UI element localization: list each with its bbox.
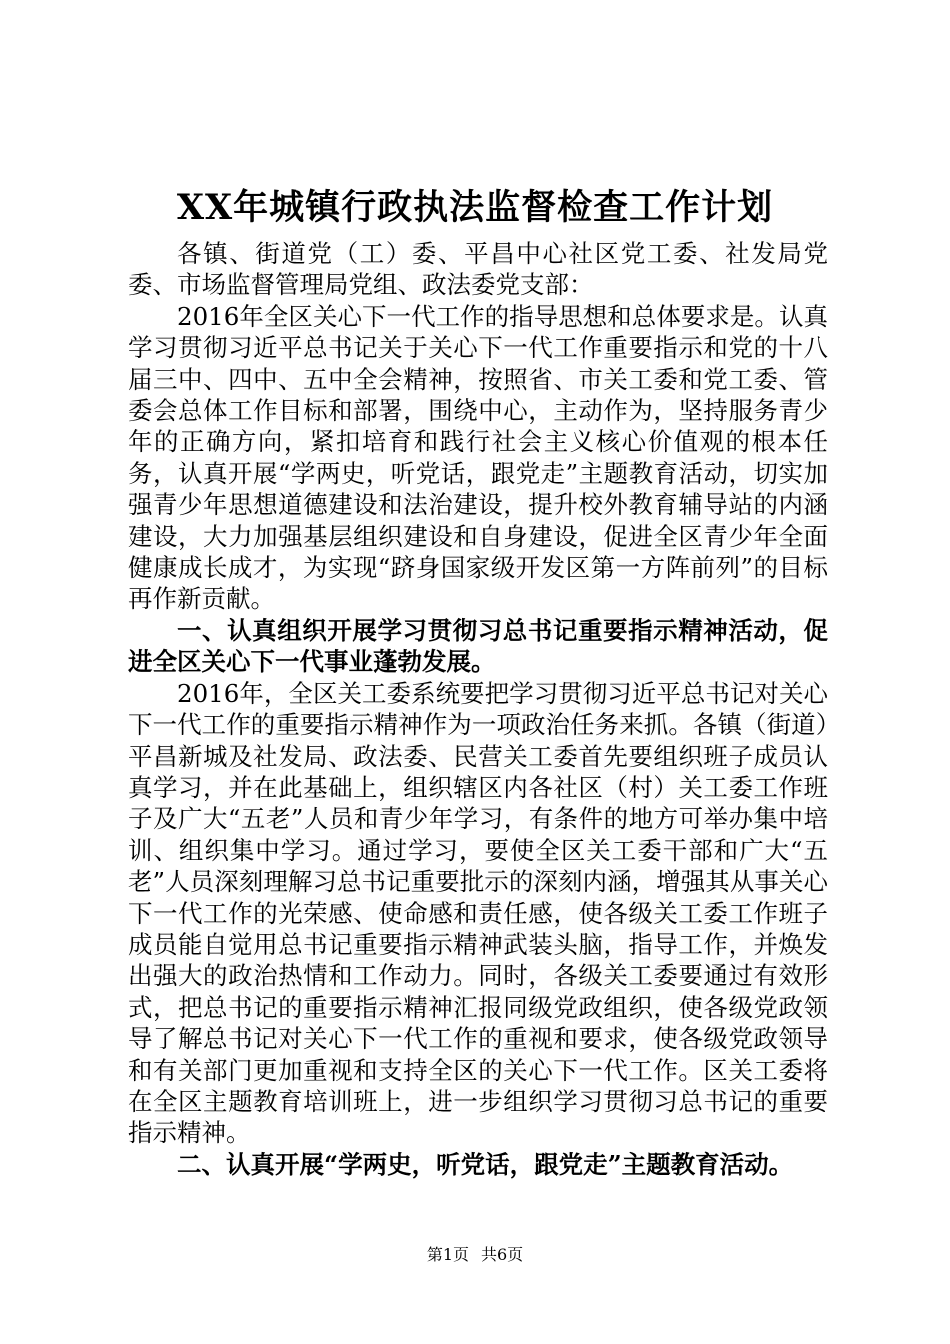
page-footer bbox=[0, 1244, 950, 1266]
body-paragraph: 2016年，全区关工委系统要把学习贯彻习近平总书记对关心下一代工作的重要指示精神作为一项政治任务来抓。各镇（街道）平昌新城及社发局、政法委、民营关工委首先要组织班子成员认真学习，并在此基础上，组织辖区内各社区（村）关工委工作班子及广大“五老”人员和青少年学习，有条件的地方可举办集中培训、组织集中学习。通过学习，要使全区关工委干部和广大“五老”人员深刻理解习总书记重要批示的深刻内涵，增强其从事关心下一代工作的光荣感、使命感和责任感，使各级关工委工作班子成员能自觉用总书记重要指示精神武装头脑，指导工作，并焕发出强大的政治热情和工作动力。同时，各级关工委要通过有效形式，把总书记的重要指示精神汇报同级党政组织，使各级党政领导了解总书记对关心下一代工作的重视和要求，使各级党政领导和有关部门更加重视和支持全区的关心下一代工作。区关工委将在全区主题教育培训班上，进一步组织学习贯彻习总书记的重要指示精神。 bbox=[128, 678, 828, 1148]
document-body bbox=[128, 238, 828, 1180]
section-heading: 一、认真组织开展学习贯彻习总书记重要指示精神活动，促进全区关心下一代事业蓬勃发展。 bbox=[128, 615, 828, 677]
document-title: XX年城镇行政执法监督检查工作计划 bbox=[176, 187, 774, 228]
salutation-paragraph: 各镇、街道党（工）委、平昌中心社区党工委、社发局党委、市场监督管理局党组、政法委党支部： bbox=[128, 239, 828, 300]
body-paragraph: 2016年全区关心下一代工作的指导思想和总体要求是。认真学习贯彻习近平总书记关于关心下一代工作重要指示和党的十八届三中、四中、五中全会精神，按照省、市关工委和党工委、管委会总体工作目标和部署，围绕中心，主动作为，坚持服务青少年的正确方向，紧扣培育和践行社会主义核心价值观的根本任务，认真开展“学两史，听党话，跟党走”主题教育活动，切实加强青少年思想道德建设和法治建设，提升校外教育辅导站的内涵建设，大力加强基层组织建设和自身建设，促进全区青少年全面健康成长成才，为实现“跻身国家级开发区第一方阵前列”的目标再作新贡献。 bbox=[128, 301, 828, 614]
page-number: 第1页 bbox=[426, 1245, 469, 1264]
page-total: 共6页 bbox=[481, 1245, 524, 1264]
section-heading: 二、认真开展“学两史，听党话，跟党走”主题教育活动。 bbox=[177, 1149, 794, 1179]
